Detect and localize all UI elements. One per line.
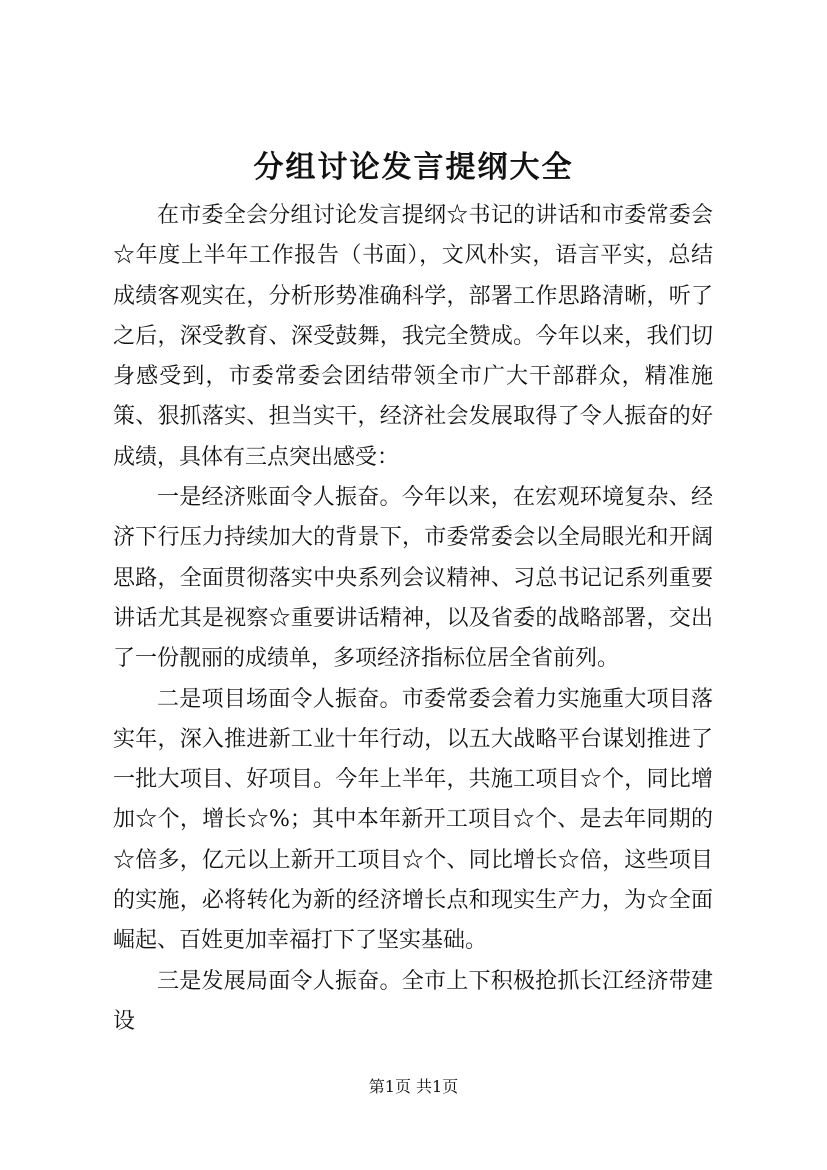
paragraph-economy: 一是经济账面令人振奋。今年以来，在宏观环境复杂、经济下行压力持续加大的背景下，市委常委会以全局眼光和开阔思路，全面贯彻落实中央系列会议精神、习总书记记系列重要讲话尤其是视察☆重要讲话精神，以及省委的战略部署，交出了一份靓丽的成绩单，多项经济指标位居全省前列。: [113, 485, 713, 672]
document-title: 分组讨论发言提纲大全: [253, 150, 574, 185]
paragraph-development: 三是发展局面令人振奋。全市上下积极抢抓长江经济带建设: [113, 968, 713, 1034]
paragraph-intro: 在市委全会分组讨论发言提纲☆书记的讲话和市委常委会☆年度上半年工作报告（书面），文风朴实，语言平实，总结成绩客观实在，分析形势准确科学，部署工作思路清晰，听了之后，深受教育、深受鼓舞，我完全赞成。今年以来，我们切身感受到，市委常委会团结带领全市广大干部群众，精准施策、狠抓落实、担当实干，经济社会发展取得了令人振奋的好成绩，具体有三点突出感受：: [113, 203, 713, 470]
document-body: [113, 196, 713, 1042]
page-footer: 第1页 共1页: [368, 1077, 459, 1096]
paragraph-projects: 二是项目场面令人振奋。市委常委会着力实施重大项目落实年，深入推进新工业十年行动，以五大战略平台谋划推进了一批大项目、好项目。今年上半年，共施工项目☆个，同比增加☆个，增长☆%；其中本年新开工项目☆个、是去年同期的☆倍多，亿元以上新开工项目☆个、同比增长☆倍，这些项目的实施，必将转化为新的经济增长点和现实生产力，为☆全面崛起、百姓更加幸福打下了坚实基础。: [113, 686, 713, 954]
